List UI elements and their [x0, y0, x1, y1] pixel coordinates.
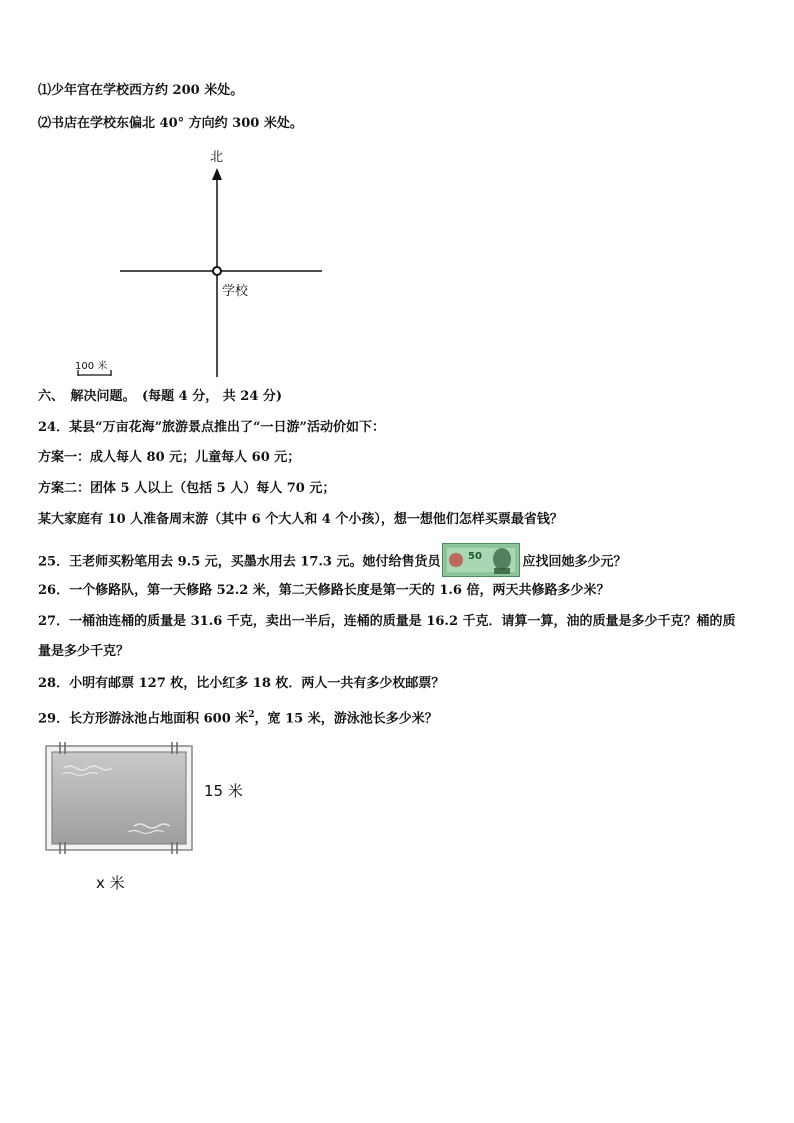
north-label: 北 [210, 150, 224, 165]
pool-illustration [44, 742, 244, 902]
school-label: 学校 [222, 284, 249, 299]
problem-24-question: 某大家庭有 10 人准备周末游（其中 6 个大人和 4 个小孩），想一想他们怎样买票最省钱？ [38, 512, 563, 527]
item-2-text: ⑵书店在学校东偏北 40° 方向约 300 米处。 [38, 116, 303, 131]
banknote-image [442, 543, 520, 577]
item-1-text: ⑴少年宫在学校西方约 200 米处。 [38, 83, 244, 98]
problem-29 [38, 706, 438, 728]
problem-29-text-after: ，宽 15 米，游泳池长多少米？ [254, 711, 438, 727]
problem-26: 26．一个修路队，第一天修路 52.2 米，第二天修路长度是第一天的 1.6 倍，两天共修路多少米？ [38, 583, 610, 598]
problem-24-intro: 24．某县“万亩花海”旅游景点推出了“一日游”活动价如下： [38, 420, 386, 435]
problem-25-text-after: 应找回她多少元？ [522, 554, 627, 570]
problem-27-line-2: 量是多少千克？ [38, 644, 130, 659]
problem-24-plan-1: 方案一：成人每人 80 元；儿童每人 60 元； [38, 450, 301, 465]
problem-28: 28．小明有邮票 127 枚，比小红多 18 枚．两人一共有多少枚邮票？ [38, 676, 445, 691]
school-point [213, 267, 221, 275]
section-heading: 六、 解决问题。 (每题 4 分， 共 24 分) [38, 389, 283, 404]
problem-24-plan-2: 方案二：团体 5 人以上（包括 5 人）每人 70 元； [38, 481, 336, 496]
banknote-value: 50 [468, 551, 483, 562]
problem-29-text-before: 29．长方形游泳池占地面积 600 米 [38, 711, 249, 727]
problem-25 [38, 545, 627, 579]
problem-27-line-1: 27．一桶油连桶的质量是 31.6 千克，卖出一半后，连桶的质量是 16.2 千克．请算一算，油的质量是多少千克？桶的质 [38, 614, 736, 629]
scale-label: 100 米 [75, 361, 108, 372]
direction-axes [70, 140, 350, 385]
pool-figure [44, 742, 244, 902]
pool-width-label: 15 米 [204, 782, 243, 800]
pool-length-label: x 米 [96, 874, 125, 892]
problem-29-superscript: 2 [248, 710, 255, 720]
problem-25-text-before: 25．王老师买粉笔用去 9.5 元，买墨水用去 17.3 元。她付给售货员 [38, 554, 441, 570]
north-arrow [212, 168, 222, 180]
direction-diagram [70, 140, 350, 385]
